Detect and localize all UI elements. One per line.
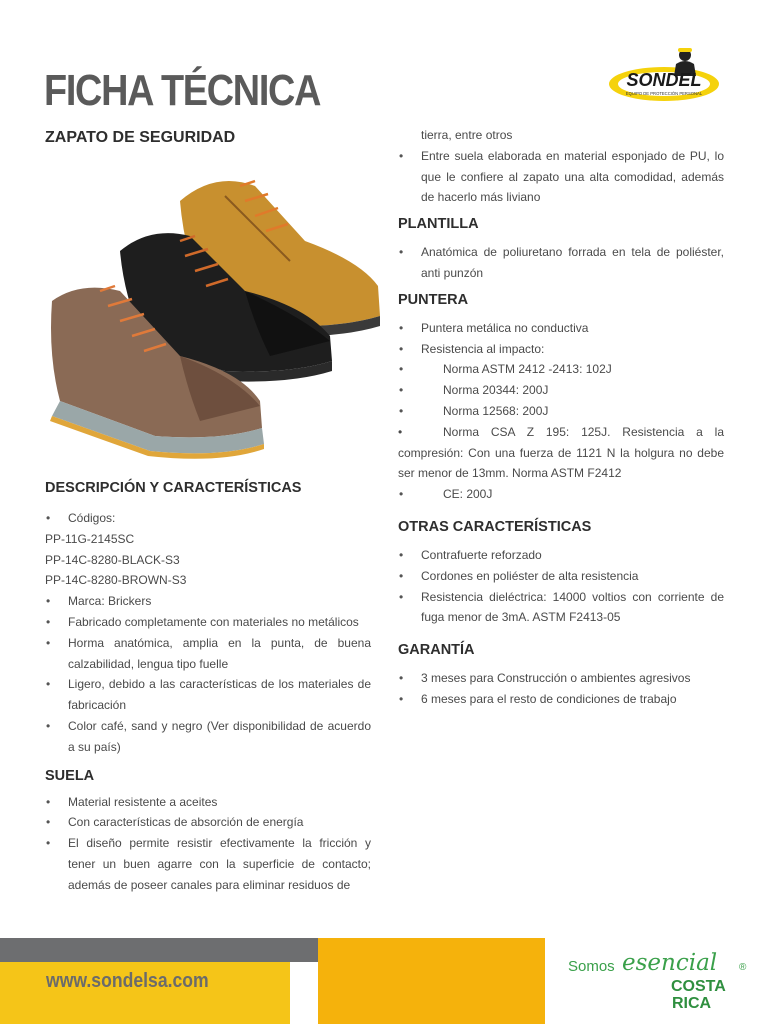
- norma-csa-text: Norma CSA Z 195: 125J. Resistencia a la compresión: Con una fuerza de 1121 N la holgura no debe ser menor de 13mm. Norma ASTM F2412: [398, 424, 724, 481]
- plantilla-list: [398, 242, 724, 284]
- footer-orange-block: [318, 938, 545, 1024]
- section-heading-garantia: GARANTÍA: [398, 642, 475, 659]
- safety-shoes-image: [40, 166, 385, 466]
- list-item: • Puntera metálica no conductiva: [398, 318, 724, 339]
- norma-item: • Norma ASTM 2412 -2413: 102J: [398, 359, 724, 380]
- left-column: [45, 480, 371, 896]
- logo-tagline: EQUIPO DE PROTECCIÓN PERSONAL: [625, 91, 703, 96]
- registered-mark: ®: [739, 962, 747, 973]
- list-item: • Con características de absorción de energía: [45, 812, 371, 833]
- norma-item: • CE: 200J: [398, 484, 724, 505]
- section-heading-plantilla: PLANTILLA: [398, 216, 479, 233]
- product-code: PP-14C-8280-BROWN-S3: [45, 573, 187, 588]
- product-code: PP-11G-2145SC: [45, 531, 135, 546]
- list-item: • 3 meses para Construcción o ambientes agresivos: [398, 668, 724, 689]
- product-code: PP-14C-8280-BLACK-S3: [45, 552, 180, 567]
- costa-rica-logo: [671, 978, 726, 1012]
- puntera-list: [398, 318, 724, 505]
- list-item: • Entre suela elaborada en material esponjado de PU, lo que le confiere al zapato una alta comodidad, además de hacerlo más liviano: [398, 146, 724, 208]
- norma-csa-item: • Norma CSA Z 195: 125J. Resistencia a la compresión: Con una fuerza de 1121 N la holgura no debe ser menor de 13mm. Norma ASTM F2412: [398, 424, 724, 481]
- list-item: • Resistencia dieléctrica: 14000 voltios con corriente de fuga menor de 3mA. ASTM F2413-05: [398, 587, 724, 629]
- somos-text: Somos: [568, 958, 615, 975]
- right-column: [398, 125, 724, 710]
- list-item: • Ligero, debido a las características de los materiales de fabricación: [45, 674, 371, 716]
- page-title: FICHA TÉCNICA: [44, 66, 321, 115]
- list-item: • Fabricado completamente con materiales no metálicos: [45, 612, 371, 633]
- list-item: • Horma anatómica, amplia en la punta, de buena calzabilidad, lengua tipo fuelle: [45, 633, 371, 675]
- list-item: • Cordones en poliéster de alta resistencia: [398, 566, 724, 587]
- suela-list-continued: [398, 125, 724, 208]
- list-item: • Material resistente a aceites: [45, 792, 371, 813]
- list-item: • Color café, sand y negro (Ver disponibilidad de acuerdo a su país): [45, 716, 371, 758]
- garantia-list: [398, 668, 724, 710]
- norma-item: • Norma 12568: 200J: [398, 401, 724, 422]
- website-link[interactable]: www.sondelsa.com: [46, 970, 209, 992]
- sondel-logo: [606, 44, 722, 106]
- list-item-continued: tierra, entre otros: [421, 128, 513, 142]
- descripcion-list: [45, 508, 371, 758]
- rica-text: RICA: [672, 995, 712, 1012]
- section-heading-puntera: PUNTERA: [398, 291, 469, 308]
- norma-item: • Norma 20344: 200J: [398, 380, 724, 401]
- suela-list: [45, 792, 371, 896]
- logo-text: SONDEL: [626, 70, 702, 90]
- product-subtitle: ZAPATO DE SEGURIDAD: [45, 129, 236, 146]
- otras-list: [398, 545, 724, 628]
- list-item: • Marca: Brickers: [45, 591, 371, 612]
- section-heading-descripcion: DESCRIPCIÓN Y CARACTERÍSTICAS: [45, 480, 302, 496]
- esencial-logo-text: esencial: [622, 950, 718, 976]
- list-item: • El diseño permite resistir efectivamente la fricción y tener un buen agarre con la superficie de contacto; además de poseer canales para eliminar residuos de: [45, 833, 371, 895]
- list-item: • 6 meses para el resto de condiciones de trabajo: [398, 689, 724, 710]
- list-item: • Contrafuerte reforzado: [398, 545, 724, 566]
- section-heading-suela: SUELA: [45, 767, 95, 784]
- list-item: • Resistencia al impacto:: [398, 339, 724, 360]
- list-item: • Anatómica de poliuretano forrada en tela de poliéster, anti punzón: [398, 242, 724, 284]
- list-item: • Códigos:: [45, 508, 371, 529]
- section-heading-otras: OTRAS CARACTERÍSTICAS: [398, 518, 592, 535]
- costa-text: COSTA: [671, 978, 726, 995]
